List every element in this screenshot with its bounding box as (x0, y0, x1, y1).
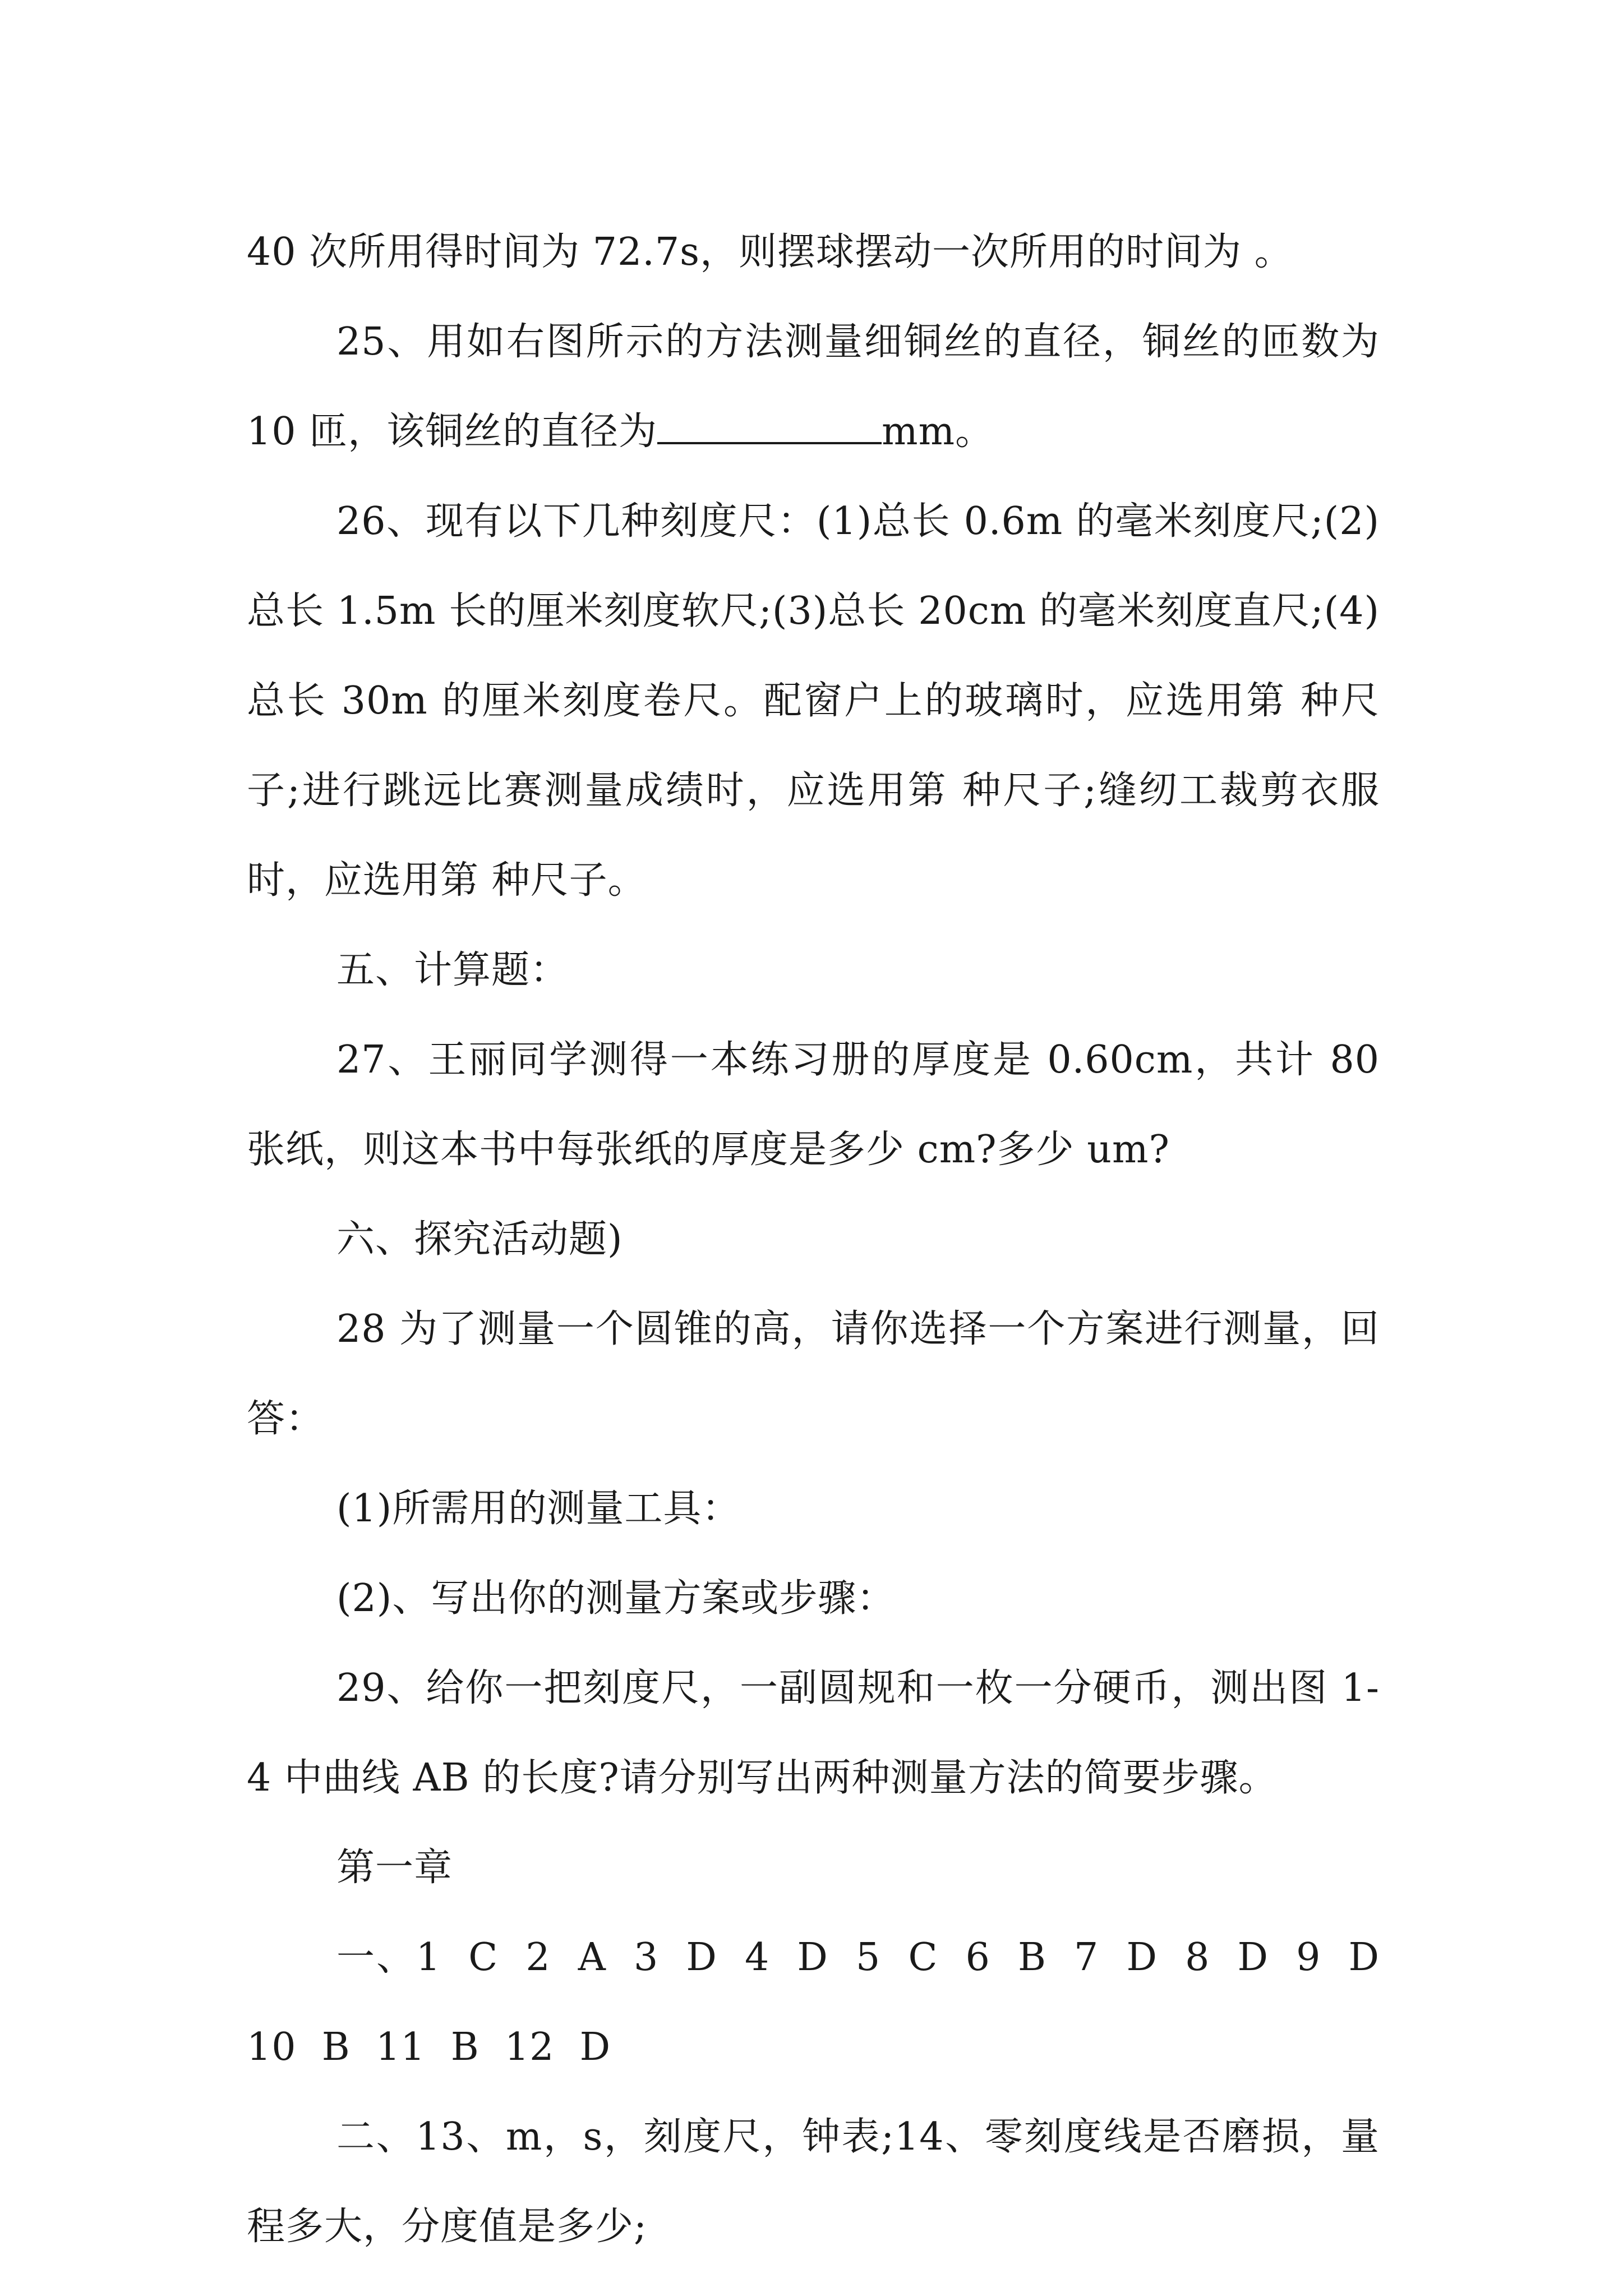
question-28: 28 为了测量一个圆锥的高，请你选择一个方案进行测量，回答： (247, 1307, 1380, 1441)
section-heading-calculation: 五、计算题： (336, 948, 569, 992)
chapter-heading: 第一章 (336, 1846, 453, 1890)
question-25-text: 25、用如右图所示的方法测量细铜丝的直径，铜丝的匝数为 10 匝，该铜丝的直径为 (247, 320, 1393, 454)
question-28-part-1: (1)所需用的测量工具： (336, 1487, 741, 1531)
question-25 (247, 297, 1393, 477)
section-heading-inquiry: 六、探究活动题) (336, 1217, 623, 1262)
question-27: 27、王丽同学测得一本练习册的厚度是 0.60cm，共计 80 张纸，则这本书中每张纸的厚度是多少 cm?多少 um? (247, 1038, 1393, 1172)
question-28-part-2: (2)、写出你的测量方案或步骤： (336, 1576, 896, 1621)
document-body (247, 208, 1405, 2272)
question-29: 29、给你一把刻度尺，一副圆规和一枚一分硬币，测出图 1-4 中曲线 AB 的长度?请分别写出两种测量方法的简要步骤。 (247, 1666, 1380, 1800)
answers-part-2: 二、13、m，s，刻度尺，钟表;14、零刻度线是否磨损，量程多大，分度值是多少; (247, 2115, 1380, 2249)
question-26: 26、现有以下几种刻度尺：(1)总长 0.6m 的毫米刻度尺;(2)总长 1.5m 长的厘米刻度软尺;(3)总长 20cm 的毫米刻度直尺;(4)总长 30m 的厘米刻度卷尺。配窗户上的玻璃时，应选用第 种尺子;进行跳远比赛测量成绩时，应选用第 种尺子;缝纫工裁剪衣服时，应选用第 种尺子。 (247, 499, 1380, 903)
question-24-tail: 40 次所用得时间为 72.7s，则摆球摆动一次所用的时间为 。 (247, 230, 1293, 274)
question-25-unit: mm。 (882, 409, 994, 454)
answer-blank (657, 408, 882, 444)
answers-part-1: 一、1 C 2 A 3 D 4 D 5 C 6 B 7 D 8 D 9 D 10 B 11 B 12 D (247, 1935, 1405, 2069)
